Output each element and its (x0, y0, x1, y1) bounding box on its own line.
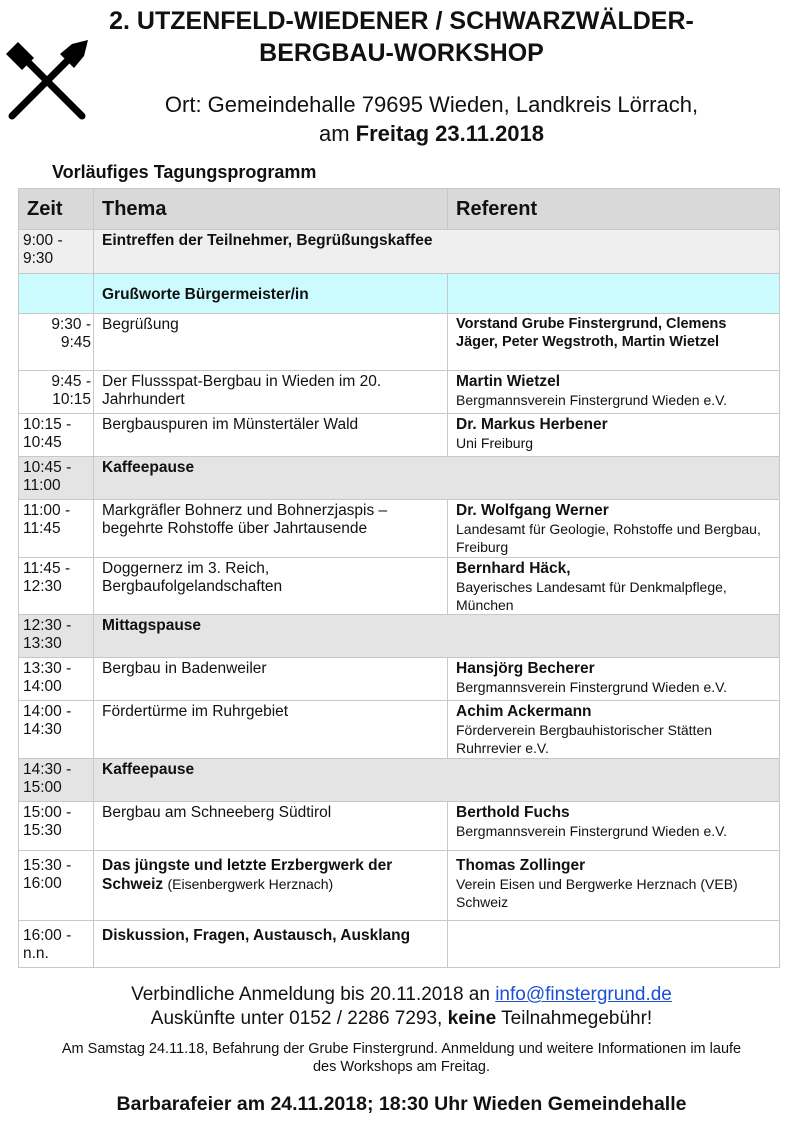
info-line (0, 1007, 803, 1031)
speaker-name: Berthold Fuchs (456, 804, 570, 821)
row-topic: Begrüßung (94, 314, 448, 371)
row-time: 15:30 - 16:00 (19, 851, 94, 921)
row-time: 10:45 - 11:00 (19, 457, 94, 500)
row-topic: Kaffeepause (94, 457, 780, 500)
row-speaker (448, 274, 780, 314)
registration-email-link[interactable]: info@finstergrund.de (495, 984, 672, 1005)
speaker-affiliation: Verein Eisen und Bergwerke Herznach (VEB) Schweiz (456, 876, 738, 910)
row-time: 11:00 - 11:45 (19, 500, 94, 558)
row-time: 14:00 - 14:30 (19, 701, 94, 759)
table-row (19, 500, 780, 558)
row-topic: Doggernerz im 3. Reich, Bergbaufolgelandschaften (94, 558, 448, 615)
location-prefix: am (318, 121, 356, 146)
row-topic: Bergbau am Schneeberg Südtirol (94, 802, 448, 851)
registration-block (0, 983, 803, 1031)
row-topic: Kaffeepause (94, 759, 780, 802)
title-line-2: BERGBAU-WORKSHOP (259, 39, 544, 67)
registration-line (0, 983, 803, 1007)
row-speaker: Vorstand Grube Finstergrund, Clemens Jäger, Peter Wegstroth, Martin Wietzel (448, 314, 780, 371)
table-row (19, 615, 780, 658)
row-time: 9:00 - 9:30 (19, 230, 94, 274)
row-speaker (448, 500, 780, 558)
saturday-note: Am Samstag 24.11.18, Befahrung der Grube Finstergrund. Anmeldung und weitere Informationen im laufe des Workshops am Freitag. (61, 1041, 742, 1075)
col-thema: Thema (94, 189, 448, 230)
table-row (19, 658, 780, 701)
row-speaker (448, 802, 780, 851)
table-row (19, 802, 780, 851)
speaker-name: Martin Wietzel (456, 373, 561, 390)
info-suffix: Teilnahmegebühr! (496, 1008, 653, 1029)
speaker-name: Hansjörg Becherer (456, 660, 595, 677)
row-time: 15:00 - 15:30 (19, 802, 94, 851)
barbara-line: Barbarafeier am 24.11.2018; 18:30 Uhr Wieden Gemeindehalle (116, 1093, 687, 1115)
speaker-name: Dr. Wolfgang Werner (456, 502, 609, 519)
table-row (19, 921, 780, 968)
row-topic (94, 851, 448, 921)
row-topic: Grußworte Bürgermeister/in (94, 274, 448, 314)
row-topic: Diskussion, Fragen, Austausch, Ausklang (94, 921, 448, 968)
speaker-name: Thomas Zollinger (456, 857, 586, 874)
col-referent: Referent (448, 189, 780, 230)
table-row (19, 457, 780, 500)
row-time: 9:45 - 10:15 (19, 371, 94, 414)
row-time: 11:45 - 12:30 (19, 558, 94, 615)
speaker-affiliation: Bayerisches Landesamt für Denkmalpflege, München (456, 579, 727, 613)
speaker-affiliation: Förderverein Bergbauhistorischer Stätten Ruhrrevier e.V. (456, 722, 713, 756)
title-line-1: 2. UTZENFELD-WIEDENER / SCHWARZWÄLDER- (109, 7, 694, 35)
row-speaker (448, 414, 780, 457)
col-zeit: Zeit (19, 189, 94, 230)
location-date: Freitag 23.11.2018 (355, 121, 545, 146)
row-time: 16:00 - n.n. (19, 921, 94, 968)
topic-extra: (Eisenbergwerk Herznach) (167, 876, 334, 892)
row-topic: Mittagspause (94, 615, 780, 658)
info-prefix: Auskünfte unter 0152 / 2286 7293, (150, 1008, 448, 1029)
row-speaker (448, 658, 780, 701)
row-topic: Bergbauspuren im Münstertäler Wald (94, 414, 448, 457)
row-topic: Der Flussspat-Bergbau in Wieden im 20. Jahrhundert (94, 371, 448, 414)
table-row (19, 558, 780, 615)
row-topic: Fördertürme im Ruhrgebiet (94, 701, 448, 759)
row-time (19, 274, 94, 314)
speaker-name: Dr. Markus Herbener (456, 416, 608, 433)
row-speaker (448, 701, 780, 759)
row-speaker (448, 851, 780, 921)
row-speaker (448, 921, 780, 968)
speaker-affiliation: Bergmannsverein Finstergrund Wieden e.V. (456, 823, 728, 839)
row-time: 12:30 - 13:30 (19, 615, 94, 658)
speaker-affiliation: Bergmannsverein Finstergrund Wieden e.V. (456, 679, 728, 695)
info-bold: keine (447, 1008, 497, 1029)
table-row (19, 274, 780, 314)
table-row (19, 230, 780, 274)
speaker-name: Achim Ackermann (456, 703, 592, 720)
row-topic: Bergbau in Badenweiler (94, 658, 448, 701)
speaker-affiliation: Bergmannsverein Finstergrund Wieden e.V. (456, 392, 728, 408)
table-row (19, 851, 780, 921)
registration-text: Verbindliche Anmeldung bis 20.11.2018 an (131, 984, 496, 1005)
program-table (18, 188, 780, 968)
row-time: 9:30 - 9:45 (19, 314, 94, 371)
table-row (19, 414, 780, 457)
topic-main: Das jüngste und letzte Erzbergwerk der Schweiz (102, 857, 393, 893)
row-time: 13:30 - 14:00 (19, 658, 94, 701)
row-topic: Eintreffen der Teilnehmer, Begrüßungskaffee (94, 230, 780, 274)
speaker-affiliation: Landesamt für Geologie, Rohstoffe und Bergbau, Freiburg (456, 521, 761, 555)
row-time: 10:15 - 10:45 (19, 414, 94, 457)
row-speaker (448, 371, 780, 414)
row-topic: Markgräfler Bohnerz und Bohnerzjaspis – begehrte Rohstoffe über Jahrtausende (94, 500, 448, 558)
program-heading: Vorläufiges Tagungsprogramm (52, 162, 317, 182)
table-row (19, 759, 780, 802)
speaker-name: Bernhard Häck, (456, 560, 571, 577)
table-row (19, 701, 780, 759)
location-line-2 (60, 121, 803, 147)
table-row (19, 314, 780, 371)
speaker-affiliation: Uni Freiburg (456, 435, 534, 451)
table-row (19, 371, 780, 414)
location-line-1: Ort: Gemeindehalle 79695 Wieden, Landkreis Lörrach, (164, 92, 699, 117)
row-speaker (448, 558, 780, 615)
table-header (19, 189, 780, 230)
row-time: 14:30 - 15:00 (19, 759, 94, 802)
